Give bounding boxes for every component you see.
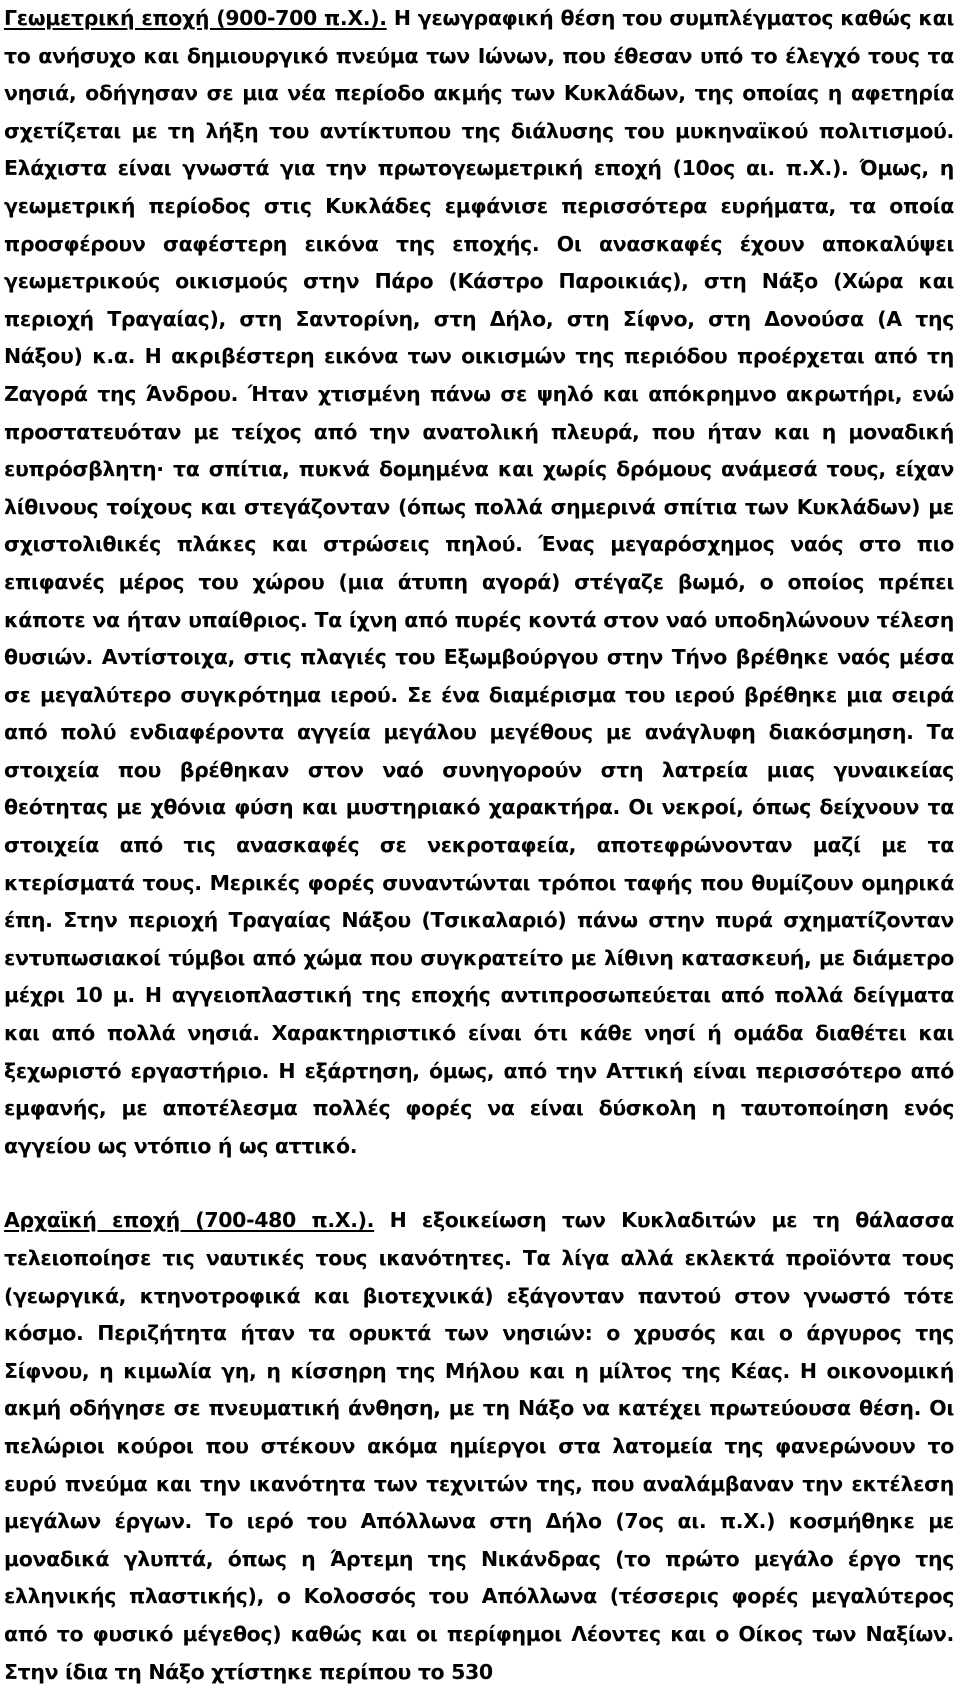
paragraph-archaic-era bbox=[4, 1202, 954, 1691]
section-heading-geometric-era: Γεωμετρική εποχή (900-700 π.Χ.). bbox=[4, 6, 387, 30]
section-body-geometric-era: Η γεωγραφική θέση του συμπλέγματος καθώς και το ανήσυχο και δημιουργικό πνεύμα των Ιώνων, που έθεσαν υπό το έλεγχό τους τα νησιά, οδήγησαν σε μια νέα περίοδο ακμής των Κυκλάδων, της οποίας η αφετηρία σχετίζεται με τη λήξη του αντίκτυπου της διάλυσης του μυκηναϊκού πολιτισμού. Ελάχιστα είναι γνωστά για την πρωτογεωμετρική εποχή (10ος αι. π.Χ.). Όμως, η γεωμετρική περίοδος στις Κυκλάδες εμφάνισε περισσότερα ευρήματα, τα οποία προσφέρουν σαφέστερη εικόνα της εποχής. Οι ανασκαφές έχουν αποκαλύψει γεωμετρικούς οικισμούς στην Πάρο (Κάστρο Παροικιάς), στη Νάξο (Χώρα και περιοχή Τραγαίας), στη Σαντορίνη, στη Δήλο, στη Σίφνο, στη Δονούσα (Α της Νάξου) κ.α. Η ακριβέστερη εικόνα των οικισμών της περιόδου προέρχεται από τη Ζαγορά της Άνδρου. Ήταν χτισμένη πάνω σε ψηλό και απόκρημνο ακρωτήρι, ενώ προστατευόταν με τείχος από την ανατολική πλευρά, που ήταν και η μοναδική ευπρόσβλητη· τα σπίτια, πυκνά δομημένα και χωρίς δρόμους ανάμεσά τους, είχαν λίθινους τοίχους και στεγάζονταν (όπως πολλά σημερινά σπίτια των Κυκλάδων) με σχιστολιθικές πλάκες και στρώσεις πηλού. Ένας μεγαρόσχημος ναός στο πιο επιφανές μέρος του χώρου (μια άτυπη αγορά) στέγαζε βωμό, ο οποίος πρέπει κάποτε να ήταν υπαίθριος. Τα ίχνη από πυρές κοντά στον ναό υποδηλώνουν τέλεση θυσιών. Αντίστοιχα, στις πλαγιές του Εξωμβούργου στην Τήνο βρέθηκε ναός μέσα σε μεγαλύτερο συγκρότημα ιερού. Σε ένα διαμέρισμα του ιερού βρέθηκε μια σειρά από πολύ ενδιαφέροντα αγγεία μεγάλου μεγέθους με ανάγλυφη διακόσμηση. Τα στοιχεία που βρέθηκαν στον ναό συνηγορούν στη λατρεία μιας γυναικείας θεότητας με χθόνια φύση και μυστηριακό χαρακτήρα. Οι νεκροί, όπως δείχνουν τα στοιχεία από τις ανασκαφές σε νεκροταφεία, αποτεφρώνονταν μαζί με τα κτερίσματά τους. Μερικές φορές συναντώνται τρόποι ταφής που θυμίζουν ομηρικά έπη. Στην περιοχή Τραγαίας Νάξου (Τσικαλαριό) πάνω στην πυρά σχηματίζονταν εντυπωσιακοί τύμβοι από χώμα που συγκρατείτο με λίθινη κατασκευή, με διάμετρο μέχρι 10 μ. Η αγγειοπλαστική της εποχής αντιπροσωπεύεται από πολλά δείγματα και από πολλά νησιά. Χαρακτηριστικό είναι ότι κάθε νησί ή ομάδα διαθέτει και ξεχωριστό εργαστήριο. Η εξάρτηση, όμως, από την Αττική είναι περισσότερο από εμφανής, με αποτέλεσμα πολλές φορές να είναι δύσκολη η ταυτοποίηση ενός αγγείου ως ντόπιο ή ως αττικό. bbox=[4, 6, 954, 1158]
paragraph-geometric-era bbox=[4, 0, 954, 1165]
document-page bbox=[4, 0, 954, 1691]
section-heading-archaic-era: Αρχαϊκή εποχή (700-480 π.Χ.). bbox=[4, 1208, 375, 1233]
section-body-archaic-era: Η εξοικείωση των Κυκλαδιτών με τη θάλασσα τελειοποίησε τις ναυτικές τους ικανότητες. Τα λίγα αλλά εκλεκτά προϊόντα τους (γεωργικά, κτηνοτροφικά και βιοτεχνικά) εξάγονταν παντού στον γνωστό τότε κόσμο. Περιζήτητα ήταν τα ορυκτά των νησιών: ο χρυσός και ο άργυρος της Σίφνου, η κιμωλία γη, η κίσσηρη της Μήλου και η μίλτος της Κέας. Η οικονομική ακμή οδήγησε σε πνευματική άνθηση, με τη Νάξο να κατέχει πρωτεύουσα θέση. Οι πελώριοι κούροι που στέκουν ακόμα ημίεργοι στα λατομεία της φανερώνουν το ευρύ πνεύμα και την ικανότητα των τεχνιτών της, που αναλάμβαναν την εκτέλεση μεγάλων έργων. Το ιερό του Απόλλωνα στη Δήλο (7ος αι. π.Χ.) κοσμήθηκε με μοναδικά γλυπτά, όπως η Άρτεμη της Νικάνδρας (το πρώτο μεγάλο έργο της ελληνικής πλαστικής), ο Κολοσσός του Απόλλωνα (τέσσερις φορές μεγαλύτερος από το φυσικό μέγεθος) καθώς και οι περίφημοι Λέοντες και ο Οίκος των Ναξίων. Στην ίδια τη Νάξο χτίστηκε περίπου το 530 bbox=[4, 1208, 954, 1684]
